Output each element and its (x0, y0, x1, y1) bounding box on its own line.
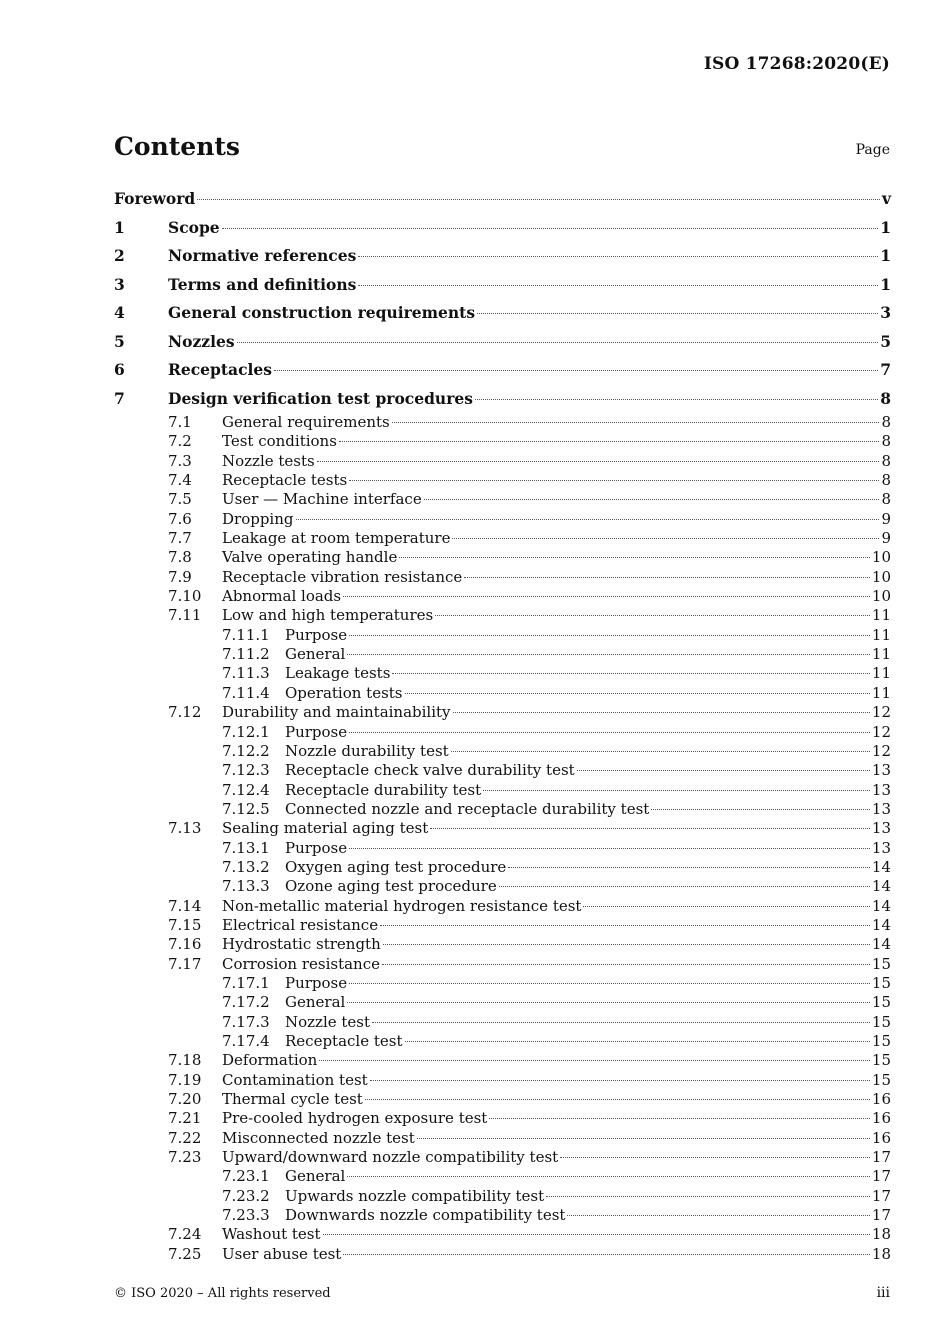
toc-leader-dots (372, 1022, 870, 1023)
toc-leader-dots (435, 615, 870, 616)
toc-entry-page: 17 (871, 1206, 891, 1225)
toc-entry-number: 7.18 (168, 1051, 202, 1070)
page-number: iii (876, 1285, 890, 1301)
toc-leader-dots (477, 313, 878, 314)
toc-entry-label: General (285, 1167, 346, 1186)
toc-entry-page: 12 (871, 703, 891, 722)
toc-leader-dots (499, 886, 870, 887)
toc-entry[interactable] (114, 800, 891, 819)
toc-entry[interactable] (114, 819, 891, 838)
toc-entry[interactable] (114, 548, 891, 567)
toc-entry-number: 7.7 (168, 529, 192, 548)
toc-entry-number: 7.13.1 (222, 838, 270, 857)
toc-leader-dots (453, 712, 870, 713)
toc-entry-number: 1 (114, 217, 125, 237)
toc-entry-number: 7.17.2 (222, 993, 270, 1012)
copyright-notice: © ISO 2020 – All rights reserved (114, 1286, 331, 1301)
toc-leader-dots (222, 228, 879, 229)
toc-entry-page: 16 (871, 1128, 891, 1147)
toc-entry-label: General construction requirements (168, 303, 476, 322)
toc-entry[interactable] (114, 413, 891, 432)
toc-entry[interactable] (114, 271, 891, 300)
toc-leader-dots (560, 1157, 870, 1158)
toc-entry[interactable] (114, 214, 891, 243)
toc-entry-page: 12 (871, 741, 891, 760)
toc-entry-label: Non-metallic material hydrogen resistance test (222, 896, 582, 915)
toc-entry[interactable] (114, 1071, 891, 1090)
toc-entry-number: 7.22 (168, 1128, 202, 1147)
toc-entry-label: Thermal cycle test (222, 1090, 363, 1109)
toc-entry-label: Corrosion resistance (222, 954, 380, 973)
toc-leader-dots (546, 1196, 870, 1197)
toc-entry[interactable] (114, 1013, 891, 1032)
document-id: ISO 17268:2020(E) (703, 54, 890, 74)
toc-entry-label: Receptacles (168, 360, 272, 379)
toc-entry-label: Purpose (285, 973, 348, 992)
toc-entry-number: 7.11.4 (222, 683, 270, 702)
toc-leader-dots (483, 790, 870, 791)
table-of-contents (114, 185, 891, 1264)
toc-entry[interactable] (114, 1051, 891, 1070)
toc-entry-label: Durability and maintainability (222, 703, 451, 722)
toc-leader-dots (383, 944, 870, 945)
toc-entry-number: 5 (114, 331, 125, 351)
toc-entry-page: 17 (871, 1148, 891, 1167)
toc-entry[interactable] (114, 1109, 891, 1128)
toc-entry-label: Oxygen aging test procedure (285, 857, 507, 876)
toc-leader-dots (274, 370, 878, 371)
toc-entry-label: Upwards nozzle compatibility test (285, 1186, 545, 1205)
toc-entry[interactable] (114, 684, 891, 703)
toc-entry-label: Deformation (222, 1051, 318, 1070)
toc-entry-page: 14 (871, 857, 891, 876)
toc-entry-number: 7.6 (168, 509, 192, 528)
toc-entry-page: 13 (871, 799, 891, 818)
toc-entry-number: 7.20 (168, 1090, 202, 1109)
toc-entry-label: Foreword (114, 189, 196, 208)
toc-leader-dots (380, 925, 870, 926)
toc-entry[interactable] (114, 781, 891, 800)
toc-entry[interactable] (114, 858, 891, 877)
toc-entry-number: 7.12 (168, 703, 202, 722)
toc-entry-label: Abnormal loads (222, 587, 342, 606)
toc-entry-page: 11 (871, 625, 891, 644)
toc-entry-number: 7.23 (168, 1148, 202, 1167)
toc-entry-number: 3 (114, 274, 125, 294)
toc-entry[interactable] (114, 974, 891, 993)
toc-leader-dots (197, 199, 880, 200)
toc-entry-number: 7.2 (168, 432, 192, 451)
toc-entry-label: Low and high temperatures (222, 606, 434, 625)
toc-entry-label: Nozzles (168, 331, 235, 351)
toc-entry-label: Test conditions (222, 432, 337, 451)
toc-entry-page: 13 (871, 761, 891, 780)
toc-entry[interactable] (114, 385, 891, 414)
toc-entry[interactable] (114, 703, 891, 722)
toc-entry-label: Receptacle test (285, 1032, 403, 1050)
toc-entry-number: 7.17.3 (222, 1012, 270, 1031)
toc-entry-number: 7.12.1 (222, 722, 270, 741)
toc-entry-page: 9 (881, 509, 891, 528)
toc-entry[interactable] (114, 935, 891, 954)
toc-entry[interactable] (114, 587, 891, 606)
toc-leader-dots (382, 964, 870, 965)
toc-leader-dots (370, 1080, 870, 1081)
toc-entry-label: Upward/downward nozzle compatibility test (222, 1148, 559, 1167)
toc-entry-label: Sealing material aging test (222, 819, 429, 838)
toc-entry-label: Hydrostatic strength (222, 935, 381, 954)
toc-entry-number: 7.17.1 (222, 973, 270, 992)
toc-leader-dots (358, 256, 878, 257)
page-title: Contents (114, 132, 241, 161)
toc-entry-page: 17 (871, 1167, 891, 1186)
toc-entry[interactable] (114, 529, 891, 548)
toc-entry-page: 8 (881, 413, 891, 431)
toc-entry[interactable] (114, 356, 891, 385)
toc-entry-number: 7.11.3 (222, 664, 270, 683)
toc-entry-number: 7.14 (168, 896, 202, 915)
toc-entry-label: Leakage tests (285, 664, 391, 683)
toc-entry[interactable] (114, 185, 891, 214)
toc-entry-number: 7.4 (168, 471, 192, 490)
toc-leader-dots (399, 557, 870, 558)
toc-entry-page: 13 (871, 819, 891, 838)
toc-entry-page: 14 (871, 877, 891, 896)
toc-entry-page: 10 (871, 587, 891, 606)
toc-entry[interactable] (114, 664, 891, 683)
toc-leader-dots (347, 654, 870, 655)
toc-entry[interactable] (114, 723, 891, 742)
toc-entry[interactable] (114, 1032, 891, 1051)
toc-entry-number: 7.11.1 (222, 625, 270, 644)
toc-leader-dots (392, 422, 880, 423)
toc-leader-dots (451, 751, 870, 752)
toc-entry-number: 7.9 (168, 567, 192, 586)
toc-entry-page: 8 (881, 451, 891, 470)
toc-entry[interactable] (114, 1206, 891, 1225)
toc-entry-label: Receptacle check valve durability test (285, 761, 575, 780)
toc-leader-dots (296, 519, 880, 520)
toc-entry-number: 7.17 (168, 954, 202, 973)
toc-leader-dots (577, 770, 870, 771)
toc-entry-page: 11 (871, 606, 891, 625)
toc-entry-label: User abuse test (222, 1244, 342, 1263)
toc-leader-dots (489, 1118, 870, 1119)
toc-entry[interactable] (114, 242, 891, 271)
toc-entry-page: 10 (871, 567, 891, 586)
toc-entry-page: 11 (871, 664, 891, 683)
toc-entry-number: 7.12.3 (222, 761, 270, 780)
toc-entry[interactable] (114, 993, 891, 1012)
toc-leader-dots (349, 732, 870, 733)
toc-entry-number: 7.24 (168, 1225, 202, 1244)
toc-entry-page: 9 (881, 529, 891, 548)
toc-entry-page: 13 (871, 838, 891, 857)
toc-entry-number: 7.16 (168, 935, 202, 954)
toc-entry[interactable] (114, 877, 891, 896)
toc-leader-dots (424, 499, 880, 500)
toc-entry-page: 5 (880, 331, 891, 351)
toc-entry-label: User — Machine interface (222, 490, 422, 509)
toc-entry[interactable] (114, 510, 891, 529)
toc-entry-page: 12 (871, 722, 891, 741)
toc-entry-label: Ozone aging test procedure (285, 877, 497, 896)
toc-leader-dots (349, 848, 870, 849)
toc-entry[interactable] (114, 761, 891, 780)
toc-leader-dots (319, 1060, 870, 1061)
toc-leader-dots (323, 1234, 870, 1235)
toc-leader-dots (349, 480, 879, 481)
page-column-label: Page (855, 142, 890, 158)
toc-leader-dots (237, 342, 879, 343)
toc-entry-page: v (881, 189, 891, 208)
toc-leader-dots (583, 906, 869, 907)
toc-entry-number: 7.13.2 (222, 857, 270, 876)
toc-entry-number: 2 (114, 246, 125, 265)
toc-entry[interactable] (114, 568, 891, 587)
toc-entry-page: 1 (880, 246, 891, 265)
toc-entry-page: 17 (871, 1186, 891, 1205)
toc-entry-page: 15 (871, 954, 891, 973)
toc-entry-number: 7.13.3 (222, 877, 270, 896)
toc-leader-dots (339, 441, 880, 442)
toc-leader-dots (343, 1254, 870, 1255)
toc-entry-label: Leakage at room temperature (222, 529, 451, 548)
toc-entry[interactable] (114, 626, 891, 645)
toc-entry-number: 7.12.5 (222, 799, 270, 818)
toc-entry-label: Dropping (222, 509, 294, 528)
toc-entry-label: Purpose (285, 838, 348, 857)
toc-entry-label: General (285, 993, 346, 1012)
toc-entry-page: 14 (871, 935, 891, 954)
toc-leader-dots (508, 867, 870, 868)
toc-leader-dots (651, 809, 870, 810)
toc-entry-number: 7.13 (168, 819, 202, 838)
toc-entry-page: 8 (881, 490, 891, 509)
toc-entry[interactable] (114, 1187, 891, 1206)
toc-entry-number: 7.25 (168, 1244, 202, 1263)
toc-entry-label: Misconnected nozzle test (222, 1128, 415, 1147)
toc-entry-page: 7 (880, 360, 891, 379)
toc-entry-page: 8 (881, 471, 891, 490)
toc-entry-label: Connected nozzle and receptacle durability test (285, 799, 650, 818)
toc-entry-label: Normative references (168, 246, 357, 265)
toc-entry-label: Scope (168, 217, 220, 237)
toc-entry-number: 7.3 (168, 451, 192, 470)
toc-entry-page: 16 (871, 1109, 891, 1128)
toc-entry-number: 7.11 (168, 606, 202, 625)
toc-entry-number: 7.12.2 (222, 741, 270, 760)
toc-entry-label: Receptacle durability test (285, 780, 482, 799)
toc-entry-page: 16 (871, 1090, 891, 1109)
toc-entry[interactable] (114, 1129, 891, 1148)
toc-leader-dots (464, 577, 870, 578)
toc-entry[interactable] (114, 742, 891, 761)
toc-entry[interactable] (114, 606, 891, 625)
toc-entry[interactable] (114, 471, 891, 490)
toc-entry-label: Purpose (285, 722, 348, 741)
toc-entry-number: 7.17.4 (222, 1032, 270, 1050)
toc-entry[interactable] (114, 1090, 891, 1109)
toc-leader-dots (349, 635, 870, 636)
toc-entry-number: 7.8 (168, 548, 192, 567)
toc-entry-number: 7.10 (168, 587, 202, 606)
toc-entry-number: 7 (114, 388, 125, 408)
toc-leader-dots (358, 285, 878, 286)
toc-entry-label: Electrical resistance (222, 915, 379, 934)
toc-entry-page: 14 (871, 896, 891, 915)
toc-entry-page: 18 (871, 1225, 891, 1244)
toc-entry-number: 7.23.2 (222, 1186, 270, 1205)
toc-entry[interactable] (114, 432, 891, 451)
toc-entry-page: 14 (871, 915, 891, 934)
toc-entry-number: 6 (114, 360, 125, 379)
toc-entry-page: 11 (871, 645, 891, 664)
toc-entry[interactable] (114, 897, 891, 916)
toc-entry-label: General requirements (222, 413, 390, 431)
toc-entry-number: 7.15 (168, 915, 202, 934)
toc-entry-page: 8 (881, 432, 891, 451)
toc-entry-page: 1 (880, 274, 891, 294)
toc-entry[interactable] (114, 490, 891, 509)
toc-leader-dots (343, 596, 870, 597)
toc-leader-dots (392, 673, 870, 674)
toc-entry-number: 7.19 (168, 1070, 202, 1089)
toc-entry[interactable] (114, 1148, 891, 1167)
toc-leader-dots (347, 1176, 870, 1177)
toc-entry-page: 11 (871, 683, 891, 702)
toc-entry-label: Contamination test (222, 1070, 368, 1089)
toc-leader-dots (349, 983, 870, 984)
toc-leader-dots (405, 1041, 870, 1042)
toc-entry-page: 8 (880, 388, 891, 408)
toc-leader-dots (317, 461, 880, 462)
toc-entry-number: 7.1 (168, 413, 192, 431)
toc-entry-number: 7.23.3 (222, 1206, 270, 1225)
toc-entry-page: 10 (871, 548, 891, 567)
toc-entry[interactable] (114, 916, 891, 935)
toc-entry-page: 15 (871, 993, 891, 1012)
toc-entry-page: 1 (880, 217, 891, 237)
toc-entry-label: Terms and definitions (168, 274, 357, 294)
toc-entry-label: Purpose (285, 625, 348, 644)
toc-entry-number: 4 (114, 303, 125, 322)
toc-entry-label: Nozzle tests (222, 451, 315, 470)
toc-entry-number: 7.12.4 (222, 780, 270, 799)
toc-leader-dots (430, 828, 870, 829)
toc-leader-dots (405, 693, 870, 694)
toc-entry[interactable] (114, 645, 891, 664)
toc-entry[interactable] (114, 839, 891, 858)
toc-entry-label: Receptacle vibration resistance (222, 567, 463, 586)
toc-entry-label: Pre-cooled hydrogen exposure test (222, 1109, 488, 1128)
toc-leader-dots (475, 399, 878, 400)
toc-entry-label: General (285, 645, 346, 664)
toc-entry-label: Nozzle durability test (285, 741, 449, 760)
toc-entry-page: 15 (871, 973, 891, 992)
toc-entry-number: 7.11.2 (222, 645, 270, 664)
toc-entry-page: 18 (871, 1244, 891, 1263)
toc-entry-label: Valve operating handle (222, 548, 398, 567)
toc-entry[interactable] (114, 452, 891, 471)
toc-entry-page: 15 (871, 1012, 891, 1031)
toc-entry-number: 7.5 (168, 490, 192, 509)
toc-entry[interactable] (114, 299, 891, 328)
toc-entry-page: 15 (871, 1032, 891, 1050)
toc-entry-label: Design verification test procedures (168, 388, 473, 408)
toc-entry-label: Receptacle tests (222, 471, 348, 490)
toc-entry-label: Operation tests (285, 683, 403, 702)
toc-leader-dots (567, 1215, 869, 1216)
toc-entry-page: 15 (871, 1070, 891, 1089)
toc-entry-page: 3 (880, 303, 891, 322)
toc-leader-dots (417, 1138, 870, 1139)
toc-entry[interactable] (114, 955, 891, 974)
toc-entry-label: Downwards nozzle compatibility test (285, 1206, 566, 1225)
toc-entry-number: 7.23.1 (222, 1167, 270, 1186)
toc-leader-dots (365, 1099, 870, 1100)
toc-entry[interactable] (114, 328, 891, 357)
toc-entry-label: Washout test (222, 1225, 321, 1244)
toc-leader-dots (452, 538, 879, 539)
toc-entry-label: Nozzle test (285, 1012, 371, 1031)
toc-entry-page: 15 (871, 1051, 891, 1070)
toc-leader-dots (347, 1002, 870, 1003)
toc-entry[interactable] (114, 1245, 891, 1264)
toc-entry[interactable] (114, 1225, 891, 1244)
toc-entry[interactable] (114, 1167, 891, 1186)
toc-entry-page: 13 (871, 780, 891, 799)
toc-entry-number: 7.21 (168, 1109, 202, 1128)
